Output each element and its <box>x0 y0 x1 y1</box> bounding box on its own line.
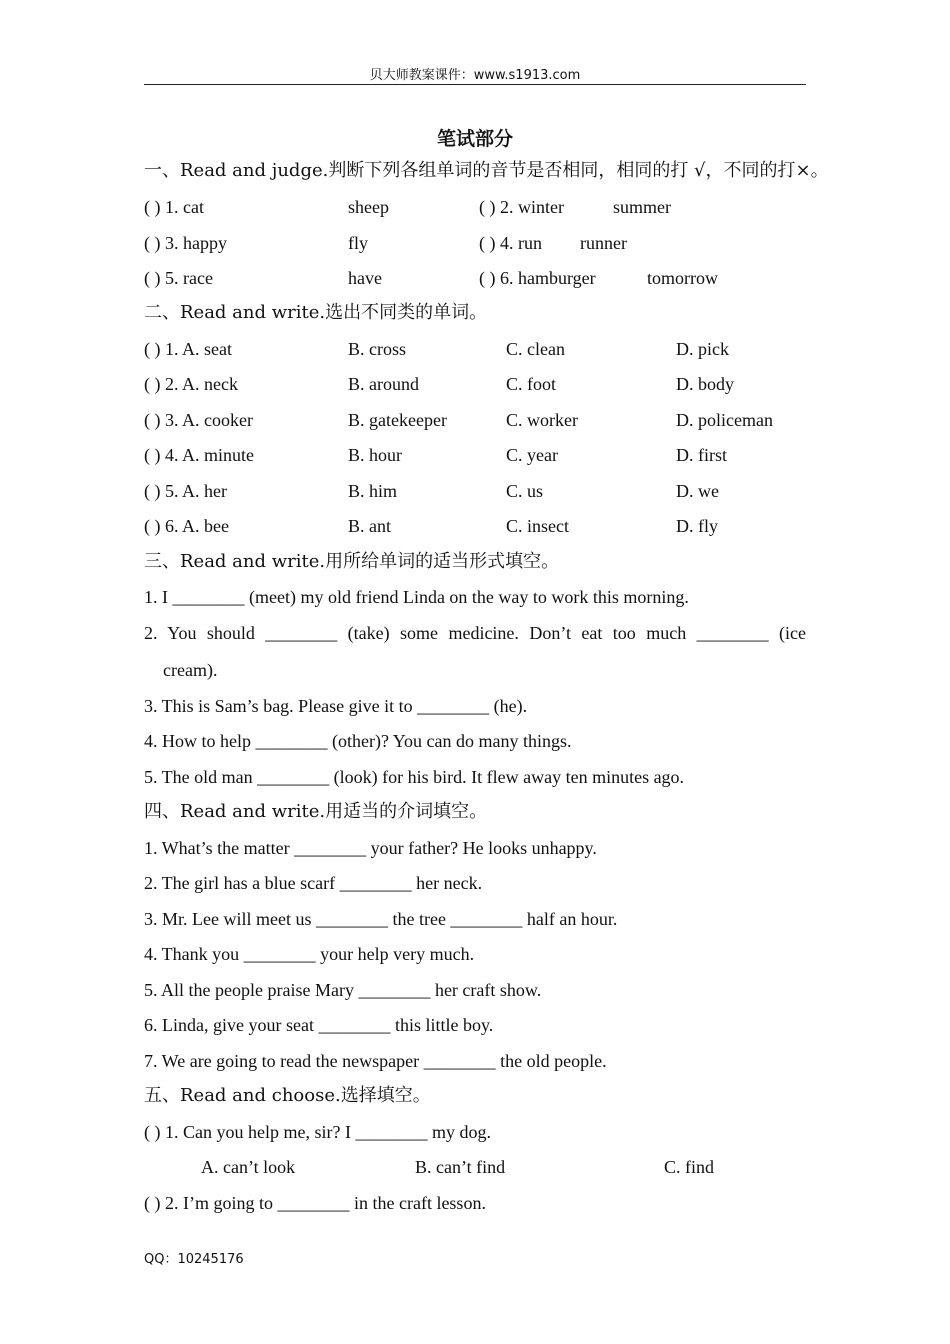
preposition-question: 2. The girl has a blue scarf ________ her neck. <box>144 873 483 893</box>
mc-question-1: ( ) 1. Can you help me, sir? I ________ my dog. <box>144 1122 491 1142</box>
preposition-question: 5. All the people praise Mary ________ her craft show. <box>144 980 542 1000</box>
section-5-heading: 五、Read and choose.选择填空。 <box>144 1085 431 1106</box>
mc-option-b: B. can’t find <box>415 1157 506 1177</box>
choice-item: ( ) 6. A. bee <box>144 516 229 536</box>
page-footer: QQ：10245176 <box>144 1252 244 1267</box>
choice-option: D. body <box>676 374 734 394</box>
fill-question-2: 2. You should ________ (take) some medicine. Don’t eat too much ________ (ice <box>144 623 806 643</box>
preposition-question: 7. We are going to read the newspaper ________ the old people. <box>144 1051 607 1071</box>
preposition-question: 3. Mr. Lee will meet us ________ the tree ________ half an hour. <box>144 909 618 929</box>
judge-item: ( ) 5. race <box>144 268 213 288</box>
judge-word: have <box>348 268 382 288</box>
choice-option: C. foot <box>506 374 557 394</box>
choice-option: B. him <box>348 481 398 501</box>
judge-word: tomorrow <box>647 268 718 288</box>
choice-option: C. year <box>506 445 558 465</box>
fill-question-1: 1. I ________ (meet) my old friend Linda on the way to work this morning. <box>144 587 689 607</box>
judge-item: ( ) 6. hamburger <box>479 268 596 288</box>
page-header: 贝大师教案课件：www.s1913.com <box>369 68 581 83</box>
choice-option: B. cross <box>348 339 406 359</box>
choice-option: B. ant <box>348 516 391 536</box>
judge-word: summer <box>613 197 671 217</box>
judge-item: ( ) 4. run <box>479 233 542 253</box>
choice-item: ( ) 1. A. seat <box>144 339 232 359</box>
choice-option: D. pick <box>676 339 729 359</box>
choice-option: C. worker <box>506 410 578 430</box>
choice-option: D. policeman <box>676 410 773 430</box>
fill-question-2-cont: cream). <box>163 660 218 680</box>
choice-option: B. around <box>348 374 419 394</box>
section-4-heading: 四、Read and write.用适当的介词填空。 <box>144 801 488 822</box>
choice-option: D. we <box>676 481 719 501</box>
judge-item: ( ) 1. cat <box>144 197 204 217</box>
choice-item: ( ) 2. A. neck <box>144 374 238 394</box>
mc-option-a: A. can’t look <box>201 1157 296 1177</box>
choice-item: ( ) 5. A. her <box>144 481 227 501</box>
judge-word: sheep <box>348 197 389 217</box>
judge-item: ( ) 2. winter <box>479 197 564 217</box>
section-2-heading: 二、Read and write.选出不同类的单词。 <box>144 302 488 323</box>
fill-question-5: 5. The old man ________ (look) for his bird. It flew away ten minutes ago. <box>144 767 685 787</box>
choice-option: D. fly <box>676 516 718 536</box>
mc-question-2: ( ) 2. I’m going to ________ in the craft lesson. <box>144 1193 486 1213</box>
preposition-question: 1. What’s the matter ________ your father? He looks unhappy. <box>144 838 597 858</box>
preposition-question: 6. Linda, give your seat ________ this little boy. <box>144 1015 494 1035</box>
choice-option: C. insect <box>506 516 569 536</box>
preposition-question: 4. Thank you ________ your help very much. <box>144 944 475 964</box>
choice-option: C. us <box>506 481 544 501</box>
choice-option: B. hour <box>348 445 402 465</box>
judge-word: fly <box>348 233 368 253</box>
choice-option: D. first <box>676 445 727 465</box>
section-3-heading: 三、Read and write.用所给单词的适当形式填空。 <box>144 551 560 572</box>
mc-option-c: C. find <box>664 1157 715 1177</box>
choice-item: ( ) 3. A. cooker <box>144 410 253 430</box>
judge-word: runner <box>580 233 627 253</box>
page-title: 笔试部分 <box>436 128 513 150</box>
choice-option: B. gatekeeper <box>348 410 447 430</box>
fill-question-3: 3. This is Sam’s bag. Please give it to ________ (he). <box>144 696 528 716</box>
choice-option: C. clean <box>506 339 565 359</box>
fill-question-4: 4. How to help ________ (other)? You can do many things. <box>144 731 572 751</box>
choice-item: ( ) 4. A. minute <box>144 445 254 465</box>
header-divider <box>144 84 806 85</box>
judge-item: ( ) 3. happy <box>144 233 227 253</box>
section-1-heading: 一、Read and judge.判断下列各组单词的音节是否相同，相同的打 √，不同的打×。 <box>144 160 829 181</box>
